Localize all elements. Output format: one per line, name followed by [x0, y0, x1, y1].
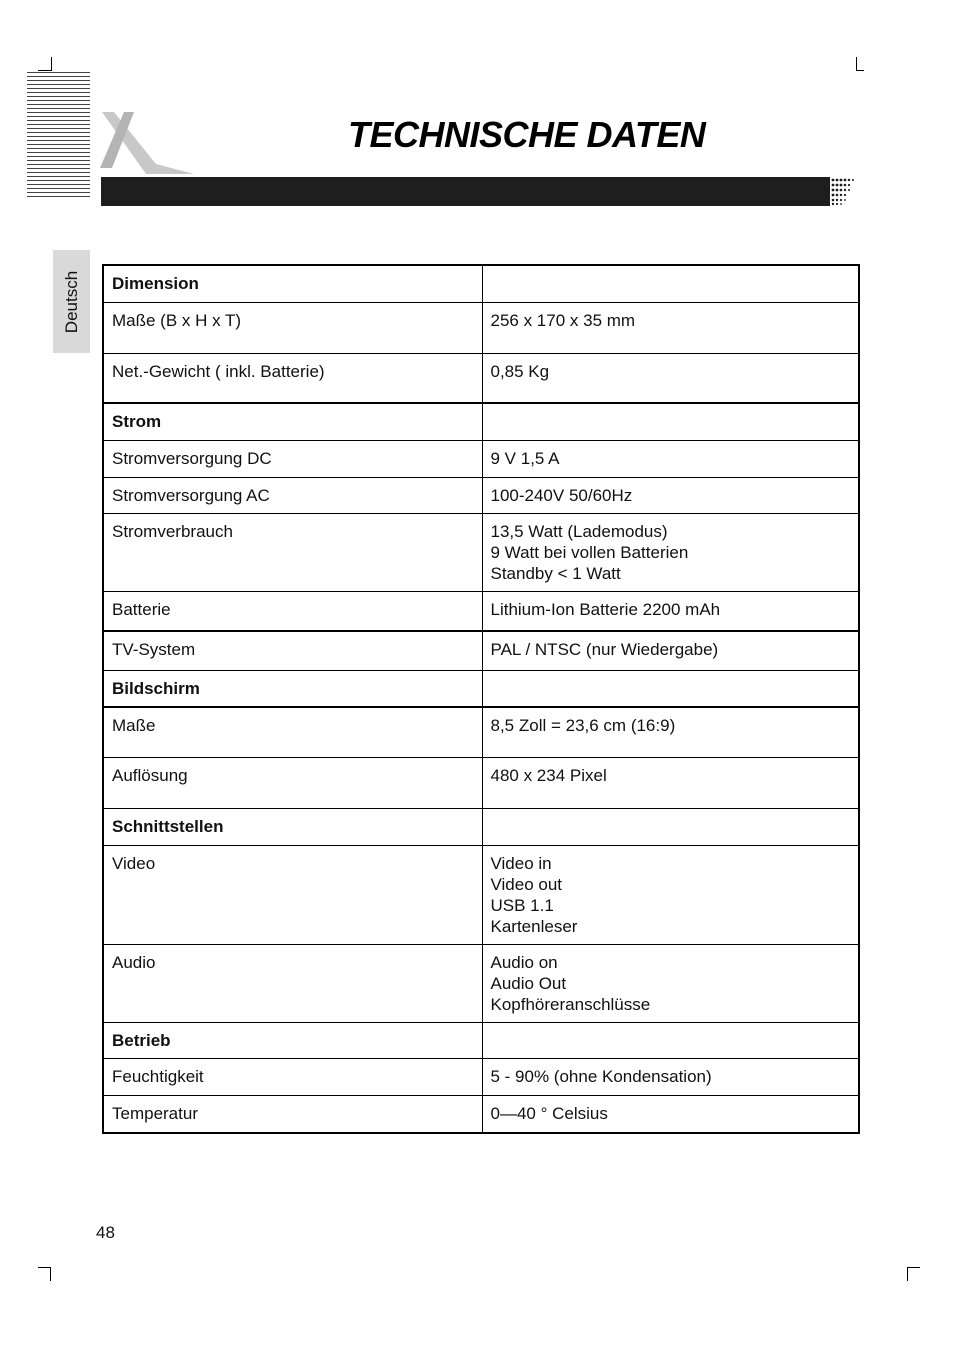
spec-label: Feuchtigkeit	[103, 1059, 482, 1096]
section-title: Dimension	[103, 265, 482, 302]
spec-value: 256 x 170 x 35 mm	[482, 302, 859, 353]
spec-label: Net.-Gewicht ( inkl. Batterie)	[103, 353, 482, 403]
spec-value: Audio on Audio Out Kopfhöreranschlüsse	[482, 945, 859, 1023]
spec-value: 0—40 ° Celsius	[482, 1096, 859, 1133]
crop-mark-top-left	[51, 57, 52, 71]
crop-mark-bottom-left	[50, 1267, 51, 1281]
table-row	[103, 1096, 859, 1133]
spec-label: Auflösung	[103, 758, 482, 809]
spec-value: Video in Video out USB 1.1 Kartenleser	[482, 846, 859, 945]
section-title: Schnittstellen	[103, 809, 482, 846]
decorative-stripes	[27, 72, 90, 200]
spec-label: Video	[103, 846, 482, 945]
spec-value: 5 - 90% (ohne Kondensation)	[482, 1059, 859, 1096]
table-row	[103, 302, 859, 353]
dot-pattern-decoration	[818, 177, 856, 206]
crop-mark-top-right	[856, 70, 864, 71]
spec-value: 9 V 1,5 A	[482, 440, 859, 477]
spec-value: Lithium-Ion Batterie 2200 mAh	[482, 591, 859, 631]
section-empty-cell	[482, 809, 859, 846]
section-title: Betrieb	[103, 1023, 482, 1059]
spec-label: Batterie	[103, 591, 482, 631]
table-row	[103, 477, 859, 513]
x-brand-logo-icon	[98, 108, 198, 176]
language-tab-label: Deutsch	[61, 270, 81, 333]
spec-label: Stromversorgung DC	[103, 440, 482, 477]
specifications-table	[102, 264, 860, 1134]
spec-value: 480 x 234 Pixel	[482, 758, 859, 809]
table-row	[103, 440, 859, 477]
spec-value: PAL / NTSC (nur Wiedergabe)	[482, 631, 859, 670]
spec-label: Maße	[103, 707, 482, 758]
spec-value: 100-240V 50/60Hz	[482, 477, 859, 513]
table-section-header	[103, 670, 859, 707]
table-section-header	[103, 403, 859, 440]
section-empty-cell	[482, 403, 859, 440]
table-row	[103, 631, 859, 670]
table-section-header	[103, 809, 859, 846]
page-number: 48	[96, 1223, 115, 1242]
section-title: Bildschirm	[103, 670, 482, 707]
crop-mark-bottom-right	[907, 1267, 920, 1268]
spec-value: 8,5 Zoll = 23,6 cm (16:9)	[482, 707, 859, 758]
crop-mark-bottom-right	[907, 1267, 908, 1281]
language-tab	[53, 250, 90, 353]
spec-label: Audio	[103, 945, 482, 1023]
section-empty-cell	[482, 670, 859, 707]
spec-label: Maße (B x H x T)	[103, 302, 482, 353]
spec-value: 0,85 Kg	[482, 353, 859, 403]
table-section-header	[103, 265, 859, 302]
section-empty-cell	[482, 265, 859, 302]
section-empty-cell	[482, 1023, 859, 1059]
table-row	[103, 758, 859, 809]
table-row	[103, 707, 859, 758]
table-row	[103, 945, 859, 1023]
table-section-header	[103, 1023, 859, 1059]
spec-label: Stromverbrauch	[103, 513, 482, 591]
table-row	[103, 591, 859, 631]
crop-mark-top-right	[856, 57, 857, 71]
table-row	[103, 513, 859, 591]
spec-label: Stromversorgung AC	[103, 477, 482, 513]
spec-label: TV-System	[103, 631, 482, 670]
section-title: Strom	[103, 403, 482, 440]
crop-mark-top-left	[38, 70, 52, 71]
page-title: TECHNISCHE DATEN	[348, 114, 706, 155]
spec-value: 13,5 Watt (Lademodus) 9 Watt bei vollen Batterien Standby < 1 Watt	[482, 513, 859, 591]
spec-label: Temperatur	[103, 1096, 482, 1133]
table-row	[103, 846, 859, 945]
header-bar	[101, 177, 823, 206]
table-row	[103, 1059, 859, 1096]
table-row	[103, 353, 859, 403]
